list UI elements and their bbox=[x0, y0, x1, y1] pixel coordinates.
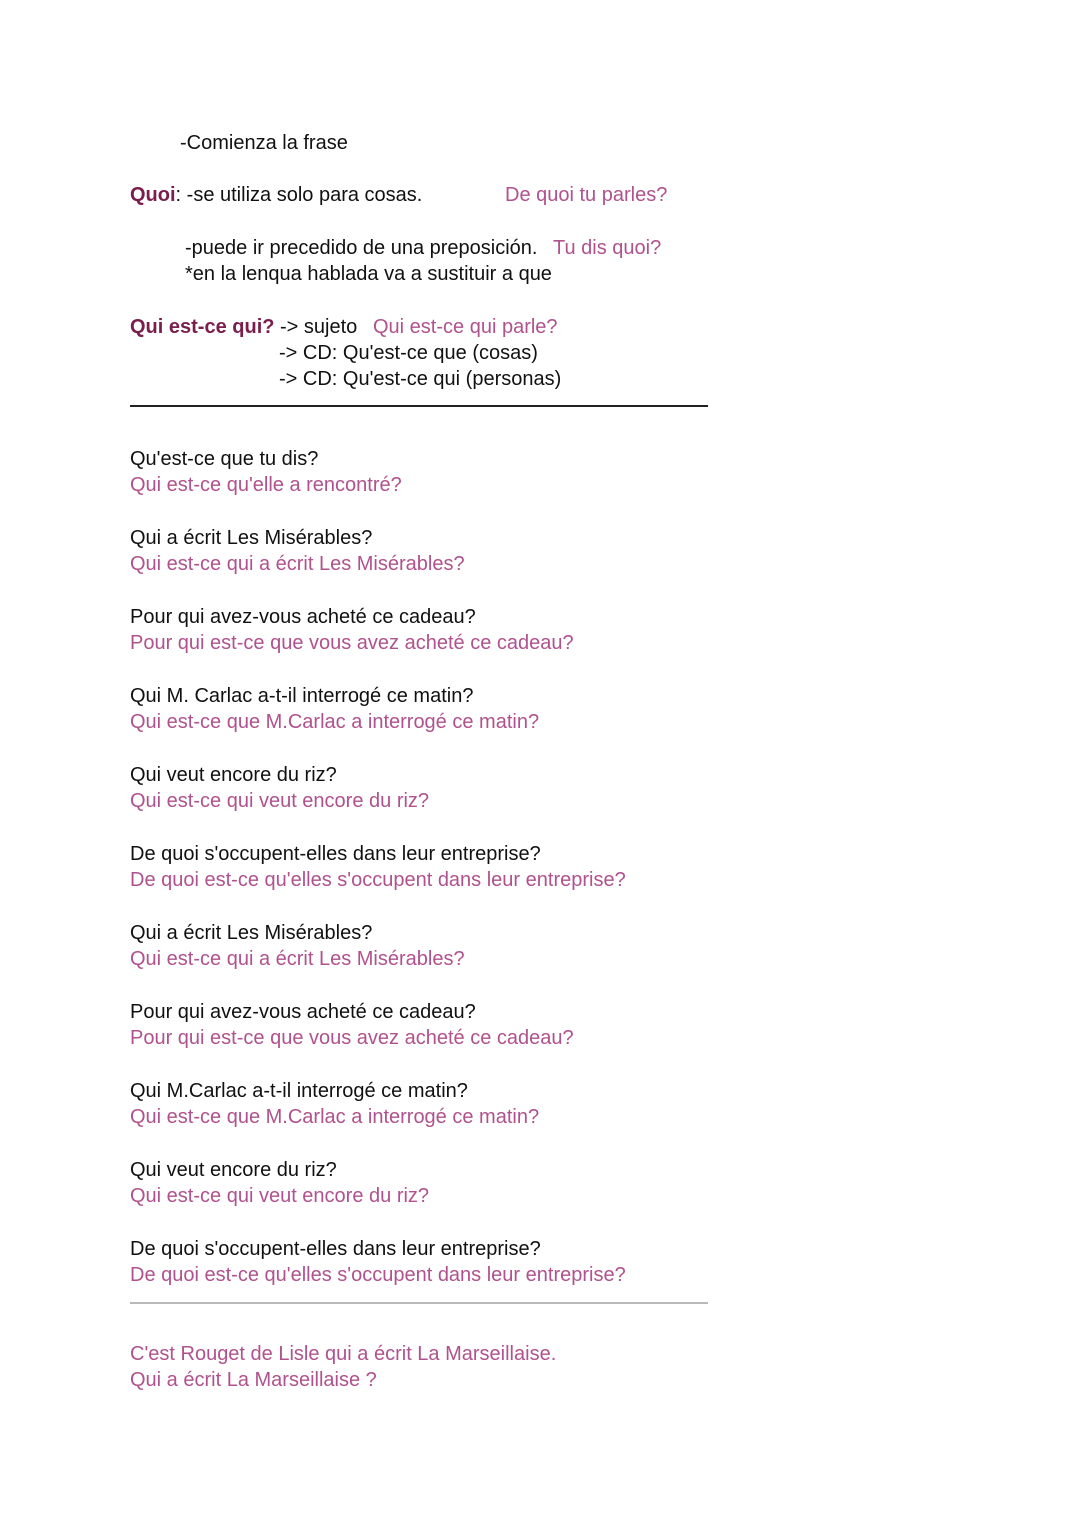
exercise-question: Pour qui avez-vous acheté ce cadeau? bbox=[130, 1001, 476, 1023]
quoi-rule-1: -se utiliza solo para cosas. bbox=[181, 184, 423, 206]
exercise-answer: Pour qui est-ce que vous avez acheté ce cadeau? bbox=[130, 1027, 574, 1049]
exercise-question: Qui M.Carlac a-t-il interrogé ce matin? bbox=[130, 1080, 468, 1102]
exercise-question: Qui a écrit Les Misérables? bbox=[130, 922, 373, 944]
exercise-question: De quoi s'occupent-elles dans leur entreprise? bbox=[130, 843, 541, 865]
qui-est-ce-qui-example: Qui est-ce qui parle? bbox=[373, 316, 558, 338]
section-divider bbox=[130, 405, 708, 407]
quoi-colon: : bbox=[175, 184, 182, 206]
exercise-answer: De quoi est-ce qu'elles s'occupent dans leur entreprise? bbox=[130, 869, 626, 891]
exercise-question: De quoi s'occupent-elles dans leur entreprise? bbox=[130, 1238, 541, 1260]
exercise-question: Pour qui avez-vous acheté ce cadeau? bbox=[130, 606, 476, 628]
qui-est-ce-qui-label: Qui est-ce qui? bbox=[130, 316, 275, 338]
sujeto-text: -> sujeto bbox=[274, 316, 358, 338]
quoi-label: Quoi bbox=[130, 184, 176, 206]
cd-personas-text: -> CD: Qu'est-ce qui (personas) bbox=[279, 368, 562, 390]
exercise-answer: Qui est-ce qu'elle a rencontré? bbox=[130, 474, 402, 496]
comienza-text: -Comienza la frase bbox=[180, 132, 348, 154]
final-statement: C'est Rouget de Lisle qui a écrit La Marseillaise. bbox=[130, 1343, 557, 1365]
cd-cosas-text: -> CD: Qu'est-ce que (cosas) bbox=[279, 342, 538, 364]
exercise-answer: Qui est-ce qui veut encore du riz? bbox=[130, 790, 430, 812]
exercise-question: Qui a écrit Les Misérables? bbox=[130, 527, 373, 549]
exercise-question: Qu'est-ce que tu dis? bbox=[130, 448, 319, 470]
exercise-answer: Pour qui est-ce que vous avez acheté ce cadeau? bbox=[130, 632, 574, 654]
quoi-example-2: Tu dis quoi? bbox=[553, 237, 662, 259]
exercise-question: Qui M. Carlac a-t-il interrogé ce matin? bbox=[130, 685, 474, 707]
quoi-note: *en la lenqua hablada va a sustituir a que bbox=[185, 263, 552, 285]
quoi-rule-2: -puede ir precedido de una preposición. bbox=[185, 237, 538, 259]
quoi-rule-line bbox=[130, 183, 422, 207]
exercise-question: Qui veut encore du riz? bbox=[130, 1159, 337, 1181]
final-question: Qui a écrit La Marseillaise ? bbox=[130, 1369, 377, 1391]
qui-est-ce-qui-line bbox=[130, 315, 357, 339]
final-divider bbox=[130, 1302, 708, 1304]
exercise-answer: Qui est-ce qui veut encore du riz? bbox=[130, 1185, 430, 1207]
exercise-answer: Qui est-ce que M.Carlac a interrogé ce matin? bbox=[130, 1106, 540, 1128]
exercise-question: Qui veut encore du riz? bbox=[130, 764, 337, 786]
exercise-answer: Qui est-ce que M.Carlac a interrogé ce matin? bbox=[130, 711, 540, 733]
exercise-answer: Qui est-ce qui a écrit Les Misérables? bbox=[130, 553, 465, 575]
quoi-example-1: De quoi tu parles? bbox=[505, 184, 668, 206]
exercise-answer: Qui est-ce qui a écrit Les Misérables? bbox=[130, 948, 465, 970]
exercise-answer: De quoi est-ce qu'elles s'occupent dans leur entreprise? bbox=[130, 1264, 626, 1286]
